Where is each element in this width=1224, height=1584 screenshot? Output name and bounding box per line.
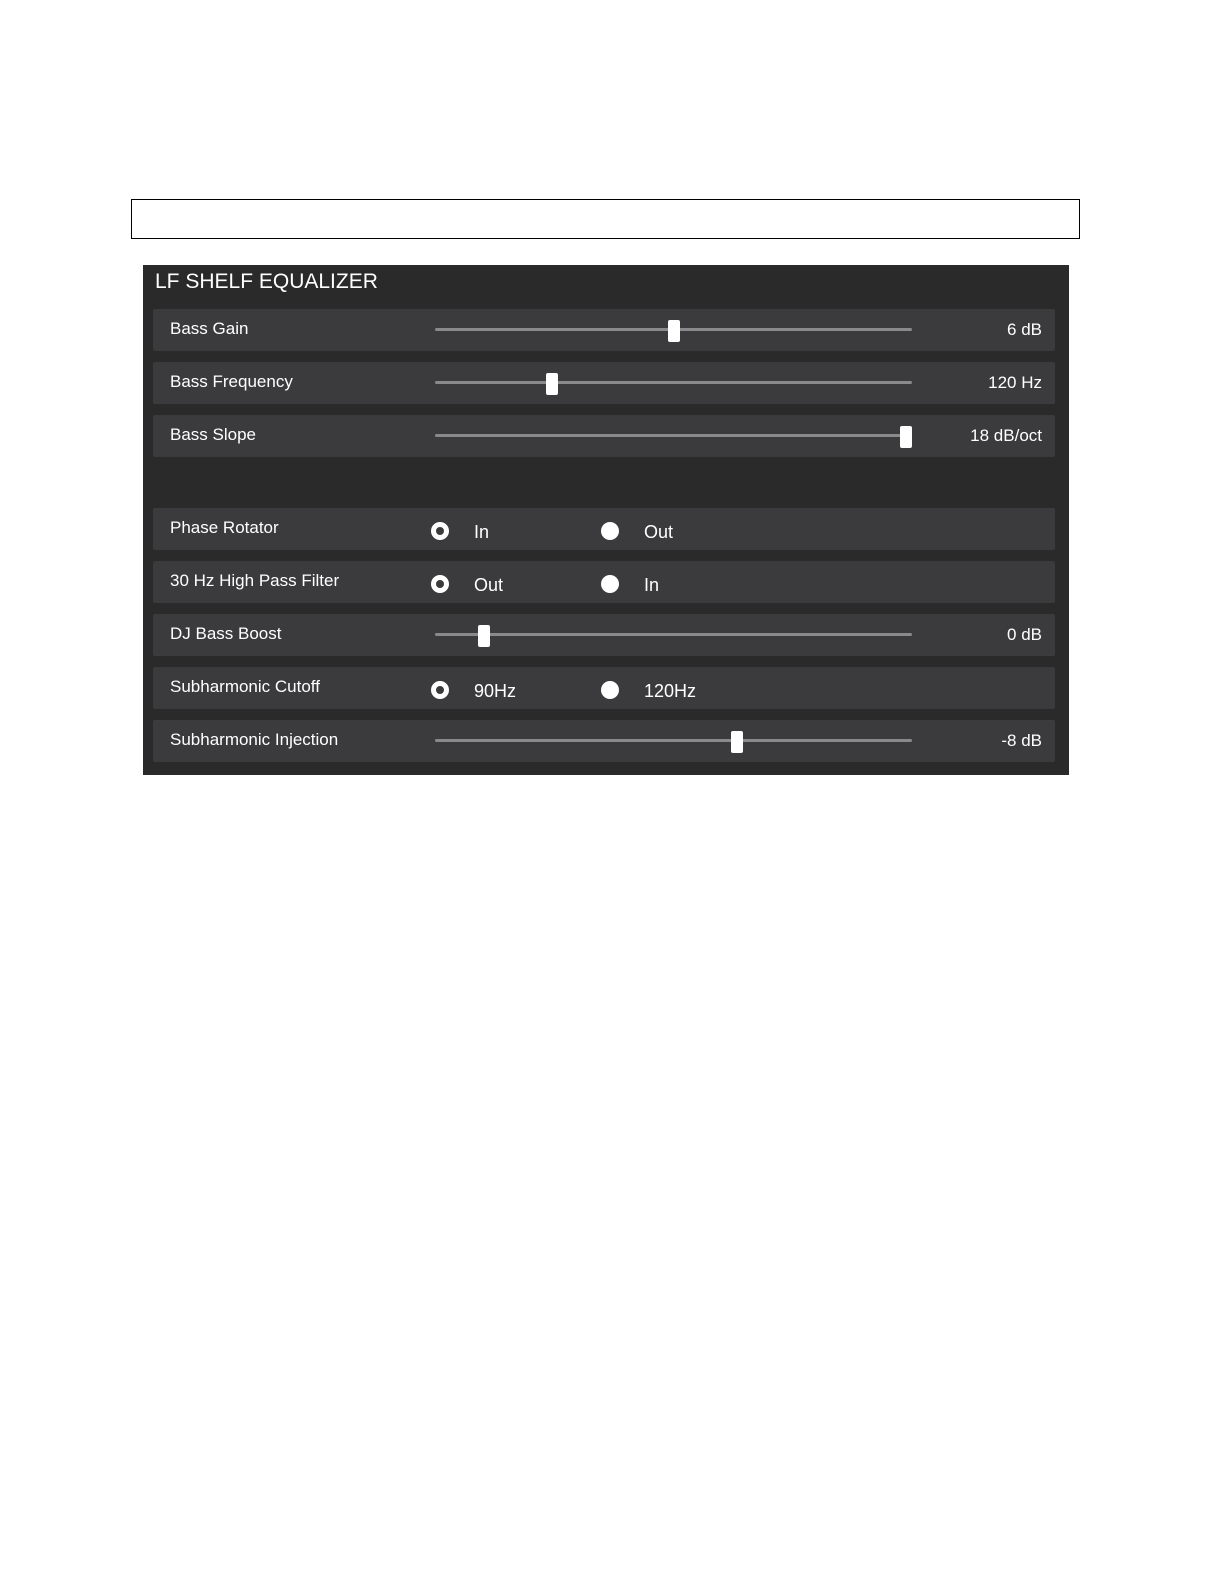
phase-rotator-option-out-label: Out xyxy=(644,522,674,542)
bass-frequency-slider[interactable] xyxy=(435,373,912,393)
phase-rotator-radio-out[interactable] xyxy=(601,522,619,540)
bass-slope-row xyxy=(153,415,1055,457)
high-pass-filter-row xyxy=(153,561,1055,603)
subharmonic-cutoff-option-90hz-label: 90Hz xyxy=(474,681,517,701)
phase-rotator-row xyxy=(153,508,1055,550)
phase-rotator-radio-in[interactable] xyxy=(431,522,449,540)
subharmonic-injection-value: -8 dB xyxy=(1001,731,1042,750)
high-pass-filter-radio-in[interactable] xyxy=(601,575,619,593)
subharmonic-cutoff-radio-90hz[interactable] xyxy=(431,681,449,699)
dj-bass-boost-slider-thumb[interactable] xyxy=(478,625,490,647)
phase-rotator-option-in-label: In xyxy=(474,522,490,542)
bass-gain-label: Bass Gain xyxy=(170,319,249,338)
high-pass-filter-option-out-label: Out xyxy=(474,575,504,595)
panel-title: LF SHELF EQUALIZER xyxy=(155,270,378,293)
subharmonic-injection-slider[interactable] xyxy=(435,731,912,751)
bass-frequency-row xyxy=(153,362,1055,404)
subharmonic-injection-slider-track[interactable] xyxy=(435,739,912,742)
subharmonic-injection-row xyxy=(153,720,1055,762)
bass-gain-slider[interactable] xyxy=(435,320,912,340)
caption-box xyxy=(131,199,1080,239)
lf-shelf-equalizer-panel xyxy=(143,265,1069,775)
subharmonic-cutoff-row xyxy=(153,667,1055,709)
dj-bass-boost-value: 0 dB xyxy=(1007,625,1042,644)
dj-bass-boost-label: DJ Bass Boost xyxy=(170,624,282,643)
subharmonic-cutoff-option-120hz-label: 120Hz xyxy=(644,681,697,701)
subharmonic-injection-slider-thumb[interactable] xyxy=(731,731,743,753)
bass-gain-value: 6 dB xyxy=(1007,320,1042,339)
bass-slope-slider[interactable] xyxy=(435,426,912,446)
high-pass-filter-radio-out[interactable] xyxy=(431,575,449,593)
bass-frequency-value: 120 Hz xyxy=(988,373,1042,392)
subharmonic-injection-label: Subharmonic Injection xyxy=(170,730,339,749)
high-pass-filter-label: 30 Hz High Pass Filter xyxy=(170,571,340,590)
bass-slope-slider-track[interactable] xyxy=(435,434,912,437)
bass-slope-slider-thumb[interactable] xyxy=(900,426,912,448)
dj-bass-boost-slider[interactable] xyxy=(435,625,912,645)
subharmonic-cutoff-radio-120hz[interactable] xyxy=(601,681,619,699)
bass-gain-row xyxy=(153,309,1055,351)
bass-frequency-label: Bass Frequency xyxy=(170,372,293,391)
dj-bass-boost-slider-track[interactable] xyxy=(435,633,912,636)
bass-gain-slider-thumb[interactable] xyxy=(668,320,680,342)
bass-slope-label: Bass Slope xyxy=(170,425,256,444)
dj-bass-boost-row xyxy=(153,614,1055,656)
bass-slope-value: 18 dB/oct xyxy=(970,426,1042,445)
high-pass-filter-option-in-label: In xyxy=(644,575,660,595)
phase-rotator-label: Phase Rotator xyxy=(170,518,279,537)
bass-frequency-slider-track[interactable] xyxy=(435,381,912,384)
bass-frequency-slider-thumb[interactable] xyxy=(546,373,558,395)
subharmonic-cutoff-label: Subharmonic Cutoff xyxy=(170,677,320,696)
